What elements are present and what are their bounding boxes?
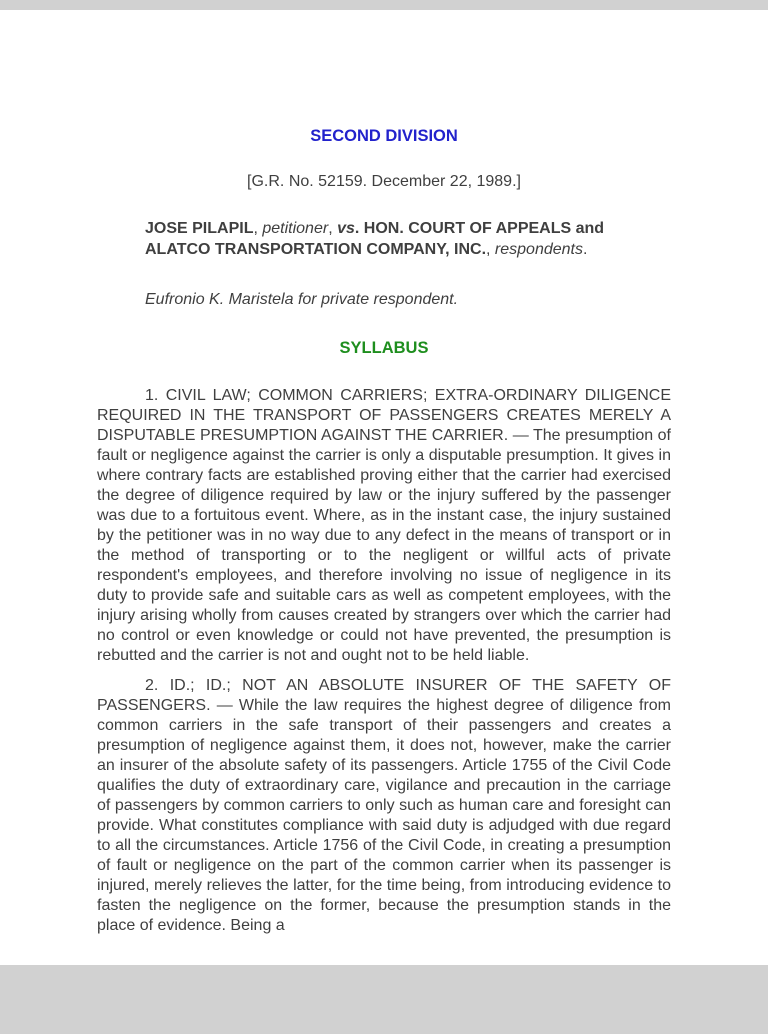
gr-number-line: [G.R. No. 52159. December 22, 1989.] bbox=[247, 173, 521, 190]
case-title-segment: . bbox=[582, 241, 588, 258]
case-title-segment: respondents bbox=[494, 241, 583, 258]
case-title-segment: vs bbox=[337, 220, 355, 237]
document-page bbox=[0, 10, 768, 965]
case-title-segment: , bbox=[253, 220, 263, 237]
case-title-segment: . bbox=[354, 220, 364, 237]
case-title-segment: , bbox=[486, 241, 495, 258]
case-title-segment: petitioner bbox=[262, 220, 329, 237]
syllabus-heading: SYLLABUS bbox=[339, 339, 429, 357]
pdf-viewer-background bbox=[0, 10, 768, 965]
counsel-line: Eufronio K. Maristela for private respondent. bbox=[145, 291, 459, 308]
syllabus-paragraphs bbox=[97, 386, 671, 936]
syllabus-paragraph: 2. ID.; ID.; NOT AN ABSOLUTE INSURER OF THE SAFETY OF PASSENGERS. — While the law requires the highest degree of diligence from common carriers in the safe transport of their passengers and creates a presumption of negligence against them, it does not, however, make the carrier an insurer of the absolute safety of its passengers. Article 1755 of the Civil Code qualifies the duty of extraordinary care, vigilance and precaution in the carriage of passengers by common carriers to only such as human care and foresight can provide. What constitutes compliance with said duty is adjudged with due regard to all the circumstances. Article 1756 of the Civil Code, in creating a presumption of fault or negligence on the part of the common carrier when its passenger is injured, merely relieves the latter, for the time being, from introducing evidence to fasten the negligence on the former, because the presumption stands in the place of evidence. Being a bbox=[97, 677, 671, 934]
syllabus-paragraph: 1. CIVIL LAW; COMMON CARRIERS; EXTRA-ORDINARY DILIGENCE REQUIRED IN THE TRANSPORT OF PASSENGERS CREATES MERELY A DISPUTABLE PRESUMPTION AGAINST THE CARRIER. — The presumption of fault or negligence against the carrier is only a disputable presumption. It gives in where contrary facts are established proving either that the carrier had exercised the degree of diligence required by law or the injury suffered by the passenger was due to a fortuitous event. Where, as in the instant case, the injury sustained by the petitioner was in no way due to any defect in the means of transport or in the method of transporting or to the negligent or willful acts of private respondent's employees, and therefore involving no issue of negligence in its duty to provide safe and suitable cars as well as competent employees, with the injury arising wholly from causes created by strangers over which the carrier had no control or even knowledge or could not have prevented, the presumption is rebutted and the carrier is not and ought not to be held liable. bbox=[97, 387, 671, 664]
case-title-segment: , bbox=[328, 220, 338, 237]
case-title-segment: HON. COURT OF APPEALS and ALATCO TRANSPORTATION COMPANY, INC. bbox=[145, 220, 605, 258]
case-title-segment: JOSE PILAPIL bbox=[145, 220, 254, 237]
division-heading: SECOND DIVISION bbox=[310, 127, 458, 145]
case-title bbox=[145, 218, 671, 260]
